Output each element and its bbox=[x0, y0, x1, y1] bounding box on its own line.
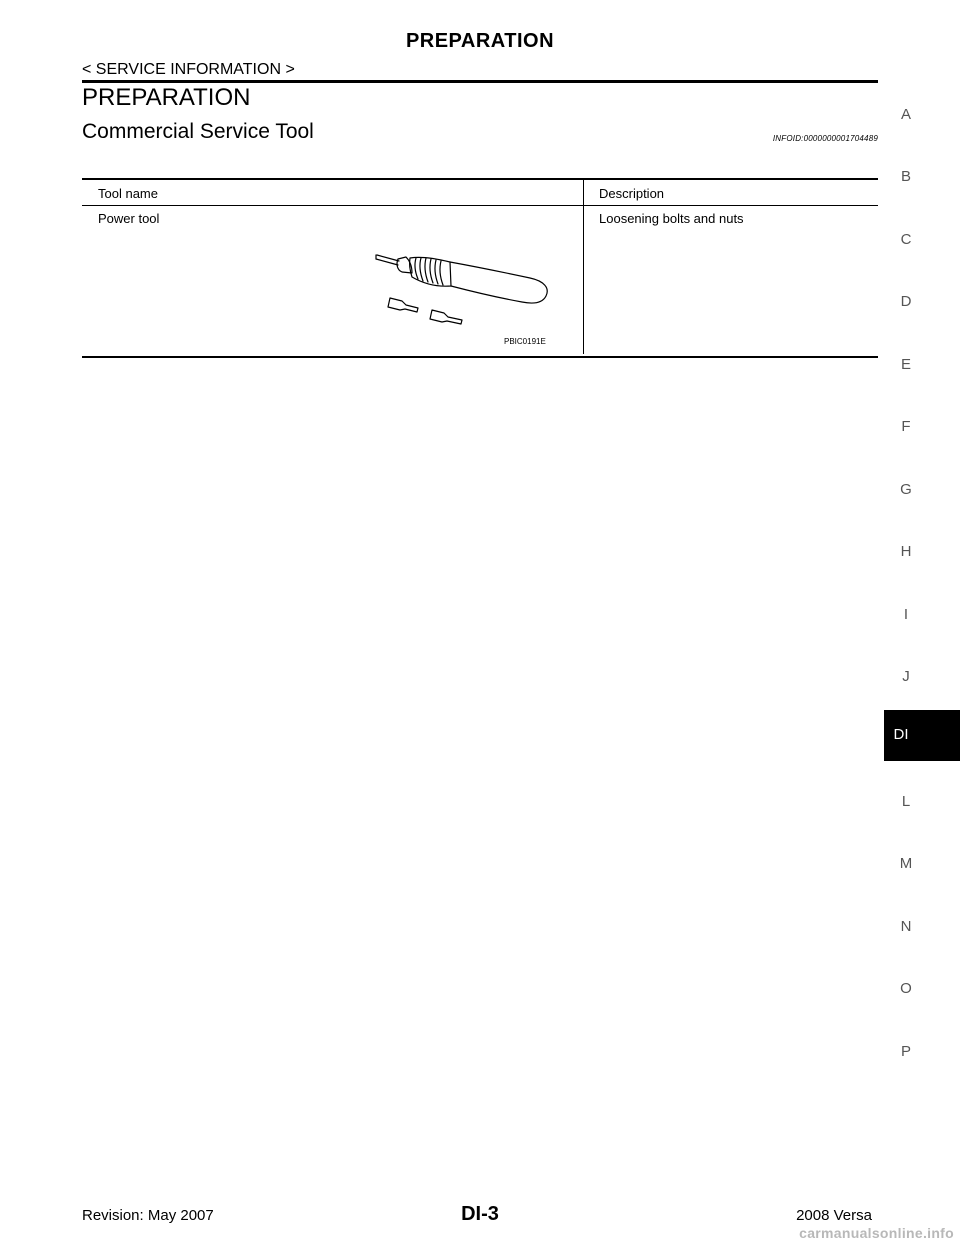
watermark: carmanualsonline.info bbox=[799, 1225, 954, 1241]
table-column-divider bbox=[583, 180, 584, 354]
tool-table bbox=[82, 178, 878, 358]
cell-description: Loosening bolts and nuts bbox=[599, 211, 744, 226]
subsection-title: Commercial Service Tool bbox=[82, 120, 314, 143]
power-tool-illustration bbox=[372, 240, 562, 350]
index-tab-h[interactable]: H bbox=[900, 543, 912, 560]
tool-shaft bbox=[376, 255, 399, 265]
index-tab-n[interactable]: N bbox=[900, 918, 912, 935]
section-breadcrumb: < SERVICE INFORMATION > bbox=[82, 61, 295, 78]
index-tab-e[interactable]: E bbox=[900, 356, 911, 373]
column-header-description: Description bbox=[599, 186, 665, 201]
index-tab-o[interactable]: O bbox=[900, 980, 912, 997]
index-tab-di-active[interactable] bbox=[884, 710, 960, 761]
header-divider bbox=[82, 80, 878, 83]
section-title: PREPARATION bbox=[82, 84, 251, 111]
column-header-tool-name: Tool name bbox=[98, 186, 158, 201]
table-header-divider bbox=[82, 205, 878, 206]
index-tab-d[interactable]: D bbox=[900, 293, 912, 310]
footer-page-number: DI-3 bbox=[461, 1203, 499, 1225]
index-tab-f[interactable]: F bbox=[901, 418, 911, 435]
bit-1 bbox=[388, 298, 418, 312]
index-tabs bbox=[884, 0, 960, 1242]
index-tab-m[interactable]: M bbox=[899, 855, 913, 872]
info-id: INFOID:0000000001704489 bbox=[772, 134, 878, 143]
index-tab-di-label: DI bbox=[893, 726, 909, 743]
tool-handle bbox=[450, 262, 547, 303]
bit-2 bbox=[430, 310, 462, 324]
footer-model: 2008 Versa bbox=[796, 1207, 872, 1224]
index-tab-j[interactable]: J bbox=[902, 668, 910, 685]
cell-tool-name: Power tool bbox=[98, 211, 160, 226]
index-tab-l[interactable]: L bbox=[901, 793, 911, 810]
index-tab-a[interactable]: A bbox=[900, 106, 911, 123]
figure-code: PBIC0191E bbox=[504, 337, 546, 346]
index-tab-b[interactable]: B bbox=[900, 168, 911, 185]
index-tab-c[interactable]: C bbox=[900, 231, 912, 248]
index-tab-i[interactable]: I bbox=[903, 606, 909, 623]
page-header-title: PREPARATION bbox=[405, 30, 555, 52]
index-tab-p[interactable]: P bbox=[900, 1043, 911, 1060]
footer-revision: Revision: May 2007 bbox=[82, 1207, 214, 1224]
index-tab-g[interactable]: G bbox=[900, 481, 912, 498]
